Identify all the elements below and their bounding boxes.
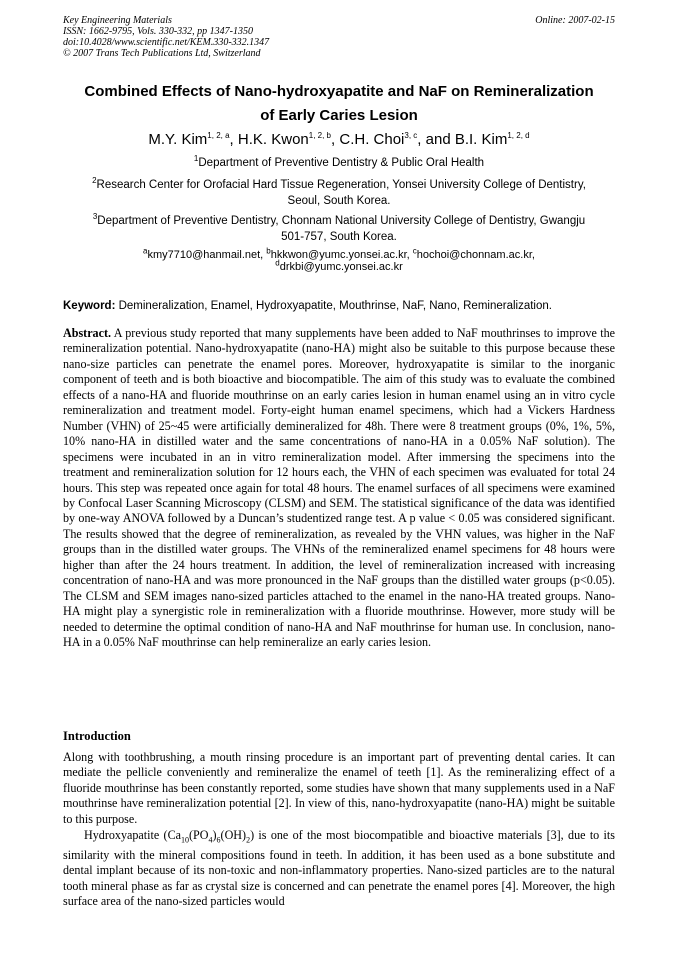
abstract-text: A previous study reported that many supplements have been added to NaF mouthrinses to improve the remineralization potential. Nano-hydroxyapatite (nano-HA) might also be suitable to this purpose because these nano-size particles can penetrate the enamel pores. Moreover, hydroxyapatite is similar to the inorganic component of teeth and is both bioactive and biocompatible. The aim of this study was to evaluate the combined effects of a nano-HA and fluoride mouthrinse on an early caries lesion in human enamel using an in vitro cycle remineralization and treatment model. Forty-eight human enamel specimens, which had a Vickers Hardness Number (VHN) of 25~45 were artificially demineralized for 48h. There were 8 treatment groups (0%, 1%, 5%, 10% nano-HA in distilled water and the same concentrations of nano-HA in a 0.05% NaF solution). The specimens were incubated in an in vitro remineralization model. After immersing the specimens into the treatment and remineralization solution for 12 hours each, the VHN of each specimen was evaluated for total 24 hours. This step was repeated once again for total 48 hours. The enamel surfaces of all specimens were examined by Confocal Laser Scanning Microscopy (CLSM) and SEM. The statistical significance of the data was identified by one-way ANOVA followed by a Duncan’s studentized range test. A p value < 0.05 was considered significant. The results showed that the degree of remineralization, as revealed by the VHN values, was higher in the NaF groups than in the distilled water groups. The VHNs of the remineralized enamel specimens for 48 hours were higher than after the 24 hours treatment. In addition, the level of remineralization increased with increasing concentration of nano-HA and was more pronounced in the NaF groups than the distilled water groups (p<0.05). The CLSM and SEM images nano-sized particles attached to the enamel in the nano-HA treated groups. Nano-HA might play a synergistic role in remineralization with a fluoride mouthrinse. However, more study will be needed to determine the optimal condition of nano-HA and NaF mouthrinse for human use. In conclusion, nano-HA in a 0.05% NaF mouthrinse can help remineralize an early caries lesion. bbox=[63, 326, 615, 650]
section-heading-introduction: Introduction bbox=[63, 729, 131, 743]
keyword-label: Keyword: bbox=[63, 300, 116, 312]
abstract-label: Abstract. bbox=[63, 326, 112, 340]
title-line-2: of Early Caries Lesion bbox=[260, 107, 418, 124]
email-sup: b bbox=[266, 246, 271, 256]
affiliation-line: Department of Preventive Dentistry, Chonnam National University College of Dentistry, Gwangju bbox=[97, 215, 586, 227]
formula-subscript: 10 bbox=[181, 835, 190, 845]
keyword-text: Demineralization, Enamel, Hydroxyapatite, Mouthrinse, NaF, Nano, Remineralization. bbox=[115, 300, 552, 312]
formula-subscript: 2 bbox=[246, 835, 251, 845]
intro-text: (OH) bbox=[220, 828, 247, 842]
email-sup: a bbox=[143, 246, 148, 256]
intro-paragraph-1: Along with toothbrushing, a mouth rinsing procedure is an important part of preventing dental caries. It can mediate the pellicle conveniently and remineralize the enamel of teeth [1]. As the remineralizing effect of a fluoride mouthrinse has been constantly reported, some studies have shown that many supplements used in a NaF mouthrinse have remineralization potential [2]. In view of this, nano-hydroxyapatite (nano-HA) might be suitable to this purpose. bbox=[63, 750, 615, 826]
affiliation-sup: 1 bbox=[193, 154, 199, 164]
author-affil-sup: 1, 2, b bbox=[308, 131, 332, 140]
intro-text: Hydroxyapatite (Ca bbox=[84, 828, 182, 842]
author-affil-sup: 3, c bbox=[404, 131, 418, 140]
author-list bbox=[63, 130, 615, 150]
paper-title bbox=[63, 80, 615, 128]
affiliation-3 bbox=[63, 213, 615, 245]
intro-text: ) bbox=[212, 828, 217, 842]
author-name: C.H. Choi bbox=[339, 131, 405, 148]
intro-paragraph-2 bbox=[63, 828, 615, 909]
affiliation-sup: 2 bbox=[92, 176, 97, 186]
author-separator: , bbox=[229, 131, 238, 148]
email-b: hkkwon@yumc.yonsei.ac.kr, bbox=[270, 249, 413, 261]
formula-subscript: 6 bbox=[216, 835, 221, 845]
email-sup: d bbox=[275, 258, 280, 268]
affiliation-line: 501-757, South Korea. bbox=[281, 231, 397, 243]
author-emails bbox=[63, 246, 615, 273]
journal-doi: doi:10.4028/www.scientific.net/KEM.330-332.1347 bbox=[63, 37, 270, 48]
affiliation-line: Research Center for Orofacial Hard Tissue Regeneration, Yonsei University College of Dentistry, bbox=[96, 179, 586, 191]
keywords bbox=[63, 298, 615, 314]
author-affil-sup: 1, 2, d bbox=[507, 131, 530, 140]
author-name: M.Y. Kim bbox=[148, 131, 208, 148]
intro-text: (PO bbox=[189, 828, 209, 842]
title-line-1: Combined Effects of Nano-hydroxyapatite and NaF on Remineralization bbox=[84, 83, 594, 100]
affiliation-line: Department of Preventive Dentistry & Public Oral Health bbox=[198, 157, 485, 169]
affiliation-1 bbox=[63, 155, 615, 171]
formula-subscript: 4 bbox=[208, 835, 213, 845]
email-c: hochoi@chonnam.ac.kr, bbox=[416, 249, 535, 261]
affiliation-2 bbox=[63, 177, 615, 209]
abstract bbox=[63, 326, 615, 651]
author-separator: , bbox=[331, 131, 340, 148]
author-separator: , and bbox=[417, 131, 455, 148]
journal-copyright: © 2007 Trans Tech Publications Ltd, Switzerland bbox=[63, 48, 261, 59]
affiliation-line: Seoul, South Korea. bbox=[287, 195, 391, 207]
email-sup: c bbox=[412, 246, 417, 256]
intro-text: ) is one of the most biocompatible and bioactive materials [3], due to its similarity with the mineral compositions found in teeth. In addition, it has been used as a bone substitute and dental implant because of its non-toxic and non-inflammatory properties. Nano-sized particles are to the natural tooth mineral phase as far as crystal size is concerned and can penetrate the enamel pores [4]. Moreover, the high surface area of the nano-sized particles would bbox=[63, 828, 615, 909]
author-name: B.I. Kim bbox=[454, 131, 508, 148]
journal-name: Key Engineering Materials bbox=[63, 15, 172, 26]
affiliation-sup: 3 bbox=[92, 212, 98, 222]
email-d: drkbi@yumc.yonsei.ac.kr bbox=[279, 261, 403, 273]
journal-header bbox=[63, 15, 615, 59]
author-name: H.K. Kwon bbox=[237, 131, 309, 148]
author-affil-sup: 1, 2, a bbox=[207, 131, 230, 140]
journal-issn: ISSN: 1662-9795, Vols. 330-332, pp 1347-1350 bbox=[63, 26, 253, 37]
email-a: kmy7710@hanmail.net, bbox=[147, 249, 267, 261]
online-date: Online: 2007-02-15 bbox=[535, 15, 615, 26]
